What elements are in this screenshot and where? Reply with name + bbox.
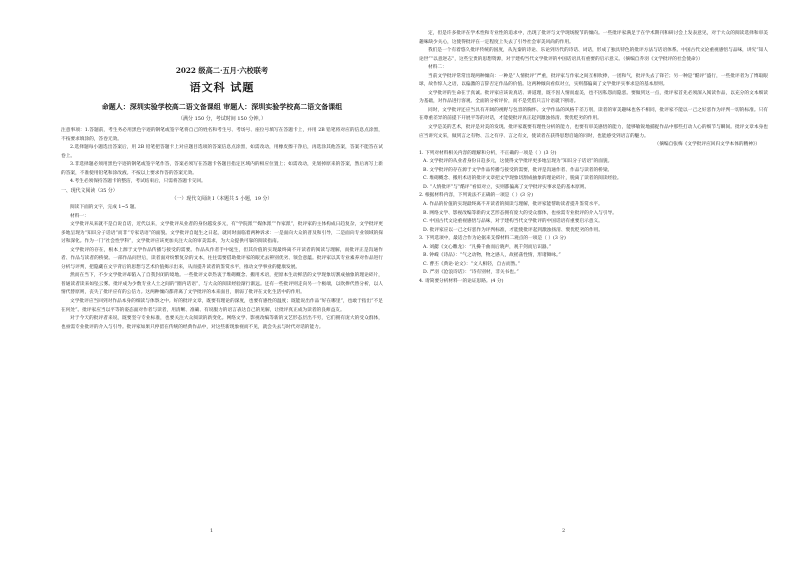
question-option: B. 网络文学、影视改编等新的文艺形态拥有庞大的受众群体，也亟需专业批评的介入与引导。 xyxy=(423,210,617,216)
exam-note: （满分 150 分，考试时间 150 分钟。） xyxy=(178,116,266,122)
body-paragraph: 我们是一个有着悠久批评传统的国度，从先秦的诗论、乐论到历代的诗话、词话，形成了独具特色的批评方法与话语体系。中国古代文论重视感悟与品味，讲究“知人论世”“以意逆志”，这些宝贵的思想资源，对于建构当代文学批评的中国话语具有重要的启示意义。（摘编自乔羽《文学批评的社会使命》） xyxy=(419,48,768,62)
body-paragraph: 当前文学批评常常出现两种倾向：一种是“人情批评”严重，批评家与作家之间互相吹捧，一团和气，批评失去了锋芒；另一种是“酷评”盛行，一些批评者为了博取眼球，故作惊人之语，以偏激的言辞否定作品的价值。这两种倾向看似对立，实则都偏离了文学批评实事求是的基本原则。 xyxy=(419,73,768,88)
body-paragraph: 同时，文学批评还应当具有开阔的视野与包容的胸怀。文学作品的风格千差万别，读者的审美趣味也各不相同，批评家不能以一己之好恶作为评判一切的标准。只有在尊重差异的前提下开展平等的对话，才能使批评真正起到激浊扬清、褒优贬劣的作用。 xyxy=(419,107,768,122)
instruction-item: 2.选择题每小题选出答案后，用 2B 铅笔把答题卡上对应题目选项的答案信息点涂黑，如需改动，用橡皮擦干净后，再选涂其他答案，答案不能答在试卷上。 xyxy=(61,145,383,159)
question-option: A. 刘勰《文心雕龙》：“凡操千曲而后晓声，观千剑而后识器。” xyxy=(423,244,552,250)
question-option: C. 中国古代文论重视感悟与品味，对于建构当代文学批评的中国话语有重要启示意义。 xyxy=(423,219,603,225)
question-option: C. 堆砌概念、搬用术语的批评文章把文学现象切割成抽象的理论碎片，脱离了读者的阅读经验。 xyxy=(423,176,622,182)
question-option: A. 作品的价值的实现最终离不开读者的阅读与理解，批评家能帮助读者提升鉴赏水平。 xyxy=(423,201,603,207)
body-paragraph: 文学是美的艺术，批评是对美的发现。批评家既要有理性分析的能力，也要有审美感悟的能力，能够敏锐地捕捉作品中那些打动人心的细节与瞬间。批评文章本身也应当讲究文采，做到言之有物、言之有序、言之有文，使读者在获得思想启迪的同时，也能感受到语言的魅力。 xyxy=(419,125,768,139)
body-paragraph: 对于今天的批评者来说，既要坚守专业标准，也要关注大众阅读的新变化。网络文学、影视改编等新的文艺形态层出不穷，它们拥有庞大的受众群体，也亟需专业批评的介入与引导。批评家如果只停留在传统的经典作品中，对这些新现象视而不见，就会失去与时代对话的能力。 xyxy=(61,316,383,330)
body-paragraph: 文学批评应当回到对作品本身的细读与体察之中。好的批评文章，既要有理论的深度，也要有感性的温度；既能说出作品“好在哪里”，也敢于指出“不足在何处”。批评家应当以平等的姿态面对作者与读者，用清晰、准确、有说服力的语言表达自己的见解，让批评真正成为读者的良师益友。 xyxy=(61,299,383,313)
question-option: A. 文学批评的从业者身份日趋多元，这使得文学批评更多地呈现为“知识分子话语”的面貌。 xyxy=(423,159,613,165)
question-stem: 2. 根据材料内容，下列说法不正确的一项是（ ）(3 分) xyxy=(419,193,534,199)
page-right xyxy=(397,0,794,561)
source-citation: （摘编自张梅《文学批评应回归文学本体的精神》） xyxy=(654,142,760,148)
reading-instruction: 阅读下面的文字，完成 1~5 题。 xyxy=(70,205,140,211)
body-paragraph: 定，但是许多批评在学术性和专业性的追求中，出现了批评与文学现场脱节的倾向。一些批评家满足于在学术期刊和研讨会上发表意见，对于大众的阅读选择和审美趣味缺少关心，这使得批评在一定程度上失去了引导社会审美风尚的作用。 xyxy=(419,31,768,45)
page-title: 语文科 试题 xyxy=(189,81,255,94)
material-label: 材料一： xyxy=(70,213,89,219)
question-stem: 1. 下列对材料相关内容的理解和分析，不正确的一项是（ ）(3 分) xyxy=(419,150,557,156)
instruction-item: 3.非选择题必须用黑色字迹的钢笔或签字笔作答，答案必须写在答题卡各题目指定区域内的相应位置上；如需改动，先划掉原来的答案，然后再写上新的答案，不准使用铅笔和涂改液。不按以上要求作答的答案无效。 xyxy=(61,162,383,176)
body-paragraph: 文学批评的存在，根本上源于文学作品传播与接受的需要。作品从作者手中诞生，但其价值的实现最终离不开读者的阅读与理解，而批评正是沟通作者、作品与读者的桥梁。一部作品问世后，读者面对纷繁复杂的文本，往往需要借助批评家的眼光去辨别优劣、领会意蕴。批评家以其专业素养对作品进行分析与评判，把隐藏在文字背后的思想与艺术价值揭示出来，从而提升读者的鉴赏水平，推动文学事业的健康发展。 xyxy=(61,247,383,270)
body-paragraph: 然而在当下，不少文学批评却陷入了自我封闭的境地。一些批评文章热衷于堆砌概念、搬用术语，把原本生动鲜活的文学现象切割成抽象的理论碎片，普通读者读来如坠云雾。批评成为少数专业人士之间的“圈内话语”，与大众的阅读经验渐行渐远。还有一些批评则走向另一个极端，以吹捧代替分析，以人情代替原则，丧失了批评应有的公信力。这两种倾向都背离了文学批评的本来面目，削弱了批评在文化生活中的作用。 xyxy=(61,273,383,296)
authors-line: 命题人：深圳实验学校高二语文备课组 审题人：深圳实验学校高二语文备课组 xyxy=(101,102,343,111)
question-stem: 4. 请简要分析材料一的论证思路。(4 分) xyxy=(419,278,504,284)
question-stem: 3. 下列选项中，最适合作为论据来支撑材料二观点的一项是（ ）(3 分) xyxy=(419,236,566,242)
page-number: 1 xyxy=(210,528,214,534)
material-label: 材料二： xyxy=(428,65,447,71)
section-heading: 一、现代文阅读（35 分） xyxy=(61,187,118,194)
question-option: D. 批评家应以一己之好恶作为评判标准，才能使批评起到激浊扬清、褒优贬劣的作用。 xyxy=(423,227,604,233)
instruction-item: 4.考生必须保持答题卡的整洁，考试结束后，只需将答题卡交回。 xyxy=(70,179,206,185)
instruction-item: 注意事项：1.答题前，考生务必用黑色字迹的钢笔或签字笔将自己的姓名和考生号、考场号、座位号填写在答题卡上，并用 2B 铅笔将对应的信息点涂黑，不按要求填涂的，答卷无效。 xyxy=(61,128,383,142)
exam-header: 2022 级高二·五月·六校联考 xyxy=(175,66,269,75)
body-paragraph: 文学批评的生命在于真诚。批评家应该说真话、讲道理，既不因人情而虚美，也不因私怨而隐恶。要做到这一点，批评家首先必须深入阅读作品，以充分的文本细读为基础，对作品进行客观、全面的分析评价，而不是凭借只言片语就下断语。 xyxy=(419,90,768,105)
question-option: D. 严羽《沧浪诗话》：“诗有别材，非关书也。” xyxy=(423,270,519,276)
question-option: B. 钟嵘《诗品》：“气之动物，物之感人，故摇荡性情，形诸舞咏。” xyxy=(423,253,561,259)
question-option: B. 文学批评的存在源于文学作品传播与接受的需要，批评是沟通作者、作品与读者的桥梁。 xyxy=(423,167,613,173)
question-option: C. 曹丕《典论·论文》：“文人相轻，自古而然。” xyxy=(423,261,521,267)
page-number: 2 xyxy=(562,528,566,534)
body-paragraph: 文学批评从来就不是自说自话，近代以来，文学批评从业者的身份越发多元，有“学院派”“媒体派”“作家派”，批评家的主体构成日趋复杂，文学批评更多地呈现为“知识分子话语”而非“专家话语”的面貌。文学批评自诞生之日起，就同时面临着两种诉求：一是面向大众的普及和引导，二是面向专业领域的探讨和深化。作为一门“社会性学科”，文学批评应该更加关注大众的审美需求，为大众提供可靠的阅读指南。 xyxy=(61,222,383,245)
question-option: D. “人情批评”与“酷评”看似对立，实则都偏离了文学批评实事求是的基本原则。 xyxy=(423,184,590,190)
subsection-heading: （一）现代文阅读 Ⅰ（本题共 5 小题，19 分） xyxy=(171,196,273,203)
